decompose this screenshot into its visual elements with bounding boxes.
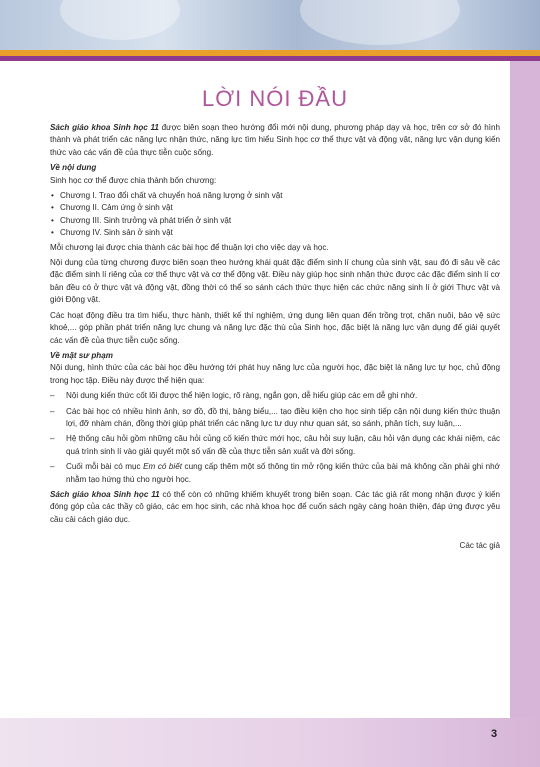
content-lead: Sinh học cơ thể được chia thành bốn chương: — [50, 175, 217, 185]
chapter-item: • Chương I. Trao đổi chất và chuyển hoá năng lượng ở sinh vật — [50, 190, 500, 202]
intro-text: được biên soạn theo hướng đổi mới nội dung, phương pháp dạy và học, trên cơ sở đó hình thành và phát triển các năng lực nhận thức, năng lực tìm hiểu Sinh học cơ thể thực vật và động vật, năng lực vận dụng kiến thức vào các vấn đề của thực tiễn cuộc sống. — [50, 123, 500, 157]
pedagogy-list — [50, 390, 500, 486]
book-title: Sách giáo khoa Sinh học 11 — [50, 489, 160, 499]
pedagogy-item: – Hệ thống câu hỏi gồm những câu hỏi củng cố kiến thức mới học, câu hỏi suy luận, câu hỏi vận dụng các khái niệm, các quá trình sinh lí vào giải quyết một số vấn đề của thực tiễn sản xuất và đời sống. — [50, 433, 500, 458]
em-co-biet: Em có biết — [143, 462, 182, 472]
chapter-list — [50, 190, 500, 240]
banner-decoration — [300, 0, 460, 45]
page-number: 3 — [490, 728, 498, 740]
pedagogy-item: – Nội dung kiến thức cốt lõi được thể hiện logic, rõ ràng, ngắn gọn, dễ hiểu giúp các em dễ ghi nhớ. — [50, 390, 500, 402]
pedagogy-lead: Nội dung, hình thức của các bài học đều hướng tới phát huy năng lực của người học, đặc biệt là năng lực tự học, chủ động trong học tập. Điều này được thể hiện qua: — [50, 363, 500, 385]
intro-paragraph — [50, 122, 500, 159]
chapter-item: • Chương IV. Sinh sản ở sinh vật — [50, 227, 500, 239]
pedagogy-item: – Các bài học có nhiều hình ảnh, sơ đồ, đồ thị, bảng biểu,... tạo điều kiện cho học sinh tiếp cận nội dung kiến thức thuận lợi, đỡ nhàm chán, đồng thời giúp phát triển các năng lực tư duy như quan sát, so sánh, phân tích, suy luận,... — [50, 406, 500, 431]
side-panel — [510, 61, 540, 767]
header-stripe-purple — [0, 56, 540, 61]
closing-text: có thể còn có những khiếm khuyết trong biên soạn. Các tác giả rất mong nhận được ý kiến đóng góp của các thầy cô giáo, các em học sinh, các nhà khoa học để cuốn sách ngày càng hoàn thiện, đáp ứng được yêu cầu cải cách giáo dục. — [50, 489, 500, 524]
pedagogy-heading: Về mặt sư phạm — [50, 350, 113, 360]
content-paragraph: Mỗi chương lại được chia thành các bài học để thuận lợi cho việc dạy và học. — [50, 242, 329, 252]
banner-decoration — [60, 0, 180, 40]
closing-paragraph — [50, 489, 500, 526]
content-paragraph: Các hoạt động điều tra tìm hiểu, thực hành, thiết kế thí nghiệm, ứng dụng liên quan đến trồng trọt, chăn nuôi, bảo vệ sức khoẻ,... góp phần phát triển năng lực chung và năng lực đặc thù của Sinh học, đặc biệt là năng lực vận dụng để giải quyết các vấn đề của thực tiễn cuộc sống. — [50, 310, 500, 345]
pedagogy-item-text: cung cấp thêm một số thông tin mở rộng kiến thức của bài mà không cần phải ghi nhớ nhằm tạo hứng thú cho người học. — [66, 462, 500, 484]
book-title: Sách giáo khoa Sinh học 11 — [50, 123, 159, 132]
page-content — [50, 86, 500, 553]
content-heading: Về nội dung — [50, 163, 97, 173]
header-banner — [0, 0, 540, 50]
signature: Các tác giả — [459, 541, 500, 551]
page-title: LỜI NÓI ĐẦU — [202, 86, 348, 111]
content-paragraph: Nội dung của từng chương được biên soạn theo hướng khái quát đặc điểm sinh lí chung của sinh vật, sau đó đi sâu về các đặc điểm sinh lí riêng của cơ thể thực vật và cơ thể động vật. Điều này giúp học sinh nhận thức được các đặc điểm sinh lí cơ bản đều có ở thực vật và động vật, đồng thời có thể so sánh cách thức thực hiện các chức năng sinh lí ở giới Thực vật và giới Động vật. — [50, 258, 500, 305]
footer-band — [0, 718, 540, 767]
pedagogy-item-text: Cuối mỗi bài có mục — [66, 462, 144, 472]
chapter-item: • Chương III. Sinh trưởng và phát triển ở sinh vật — [50, 215, 500, 227]
chapter-item: • Chương II. Cảm ứng ở sinh vật — [50, 202, 500, 214]
pedagogy-item — [50, 461, 500, 486]
